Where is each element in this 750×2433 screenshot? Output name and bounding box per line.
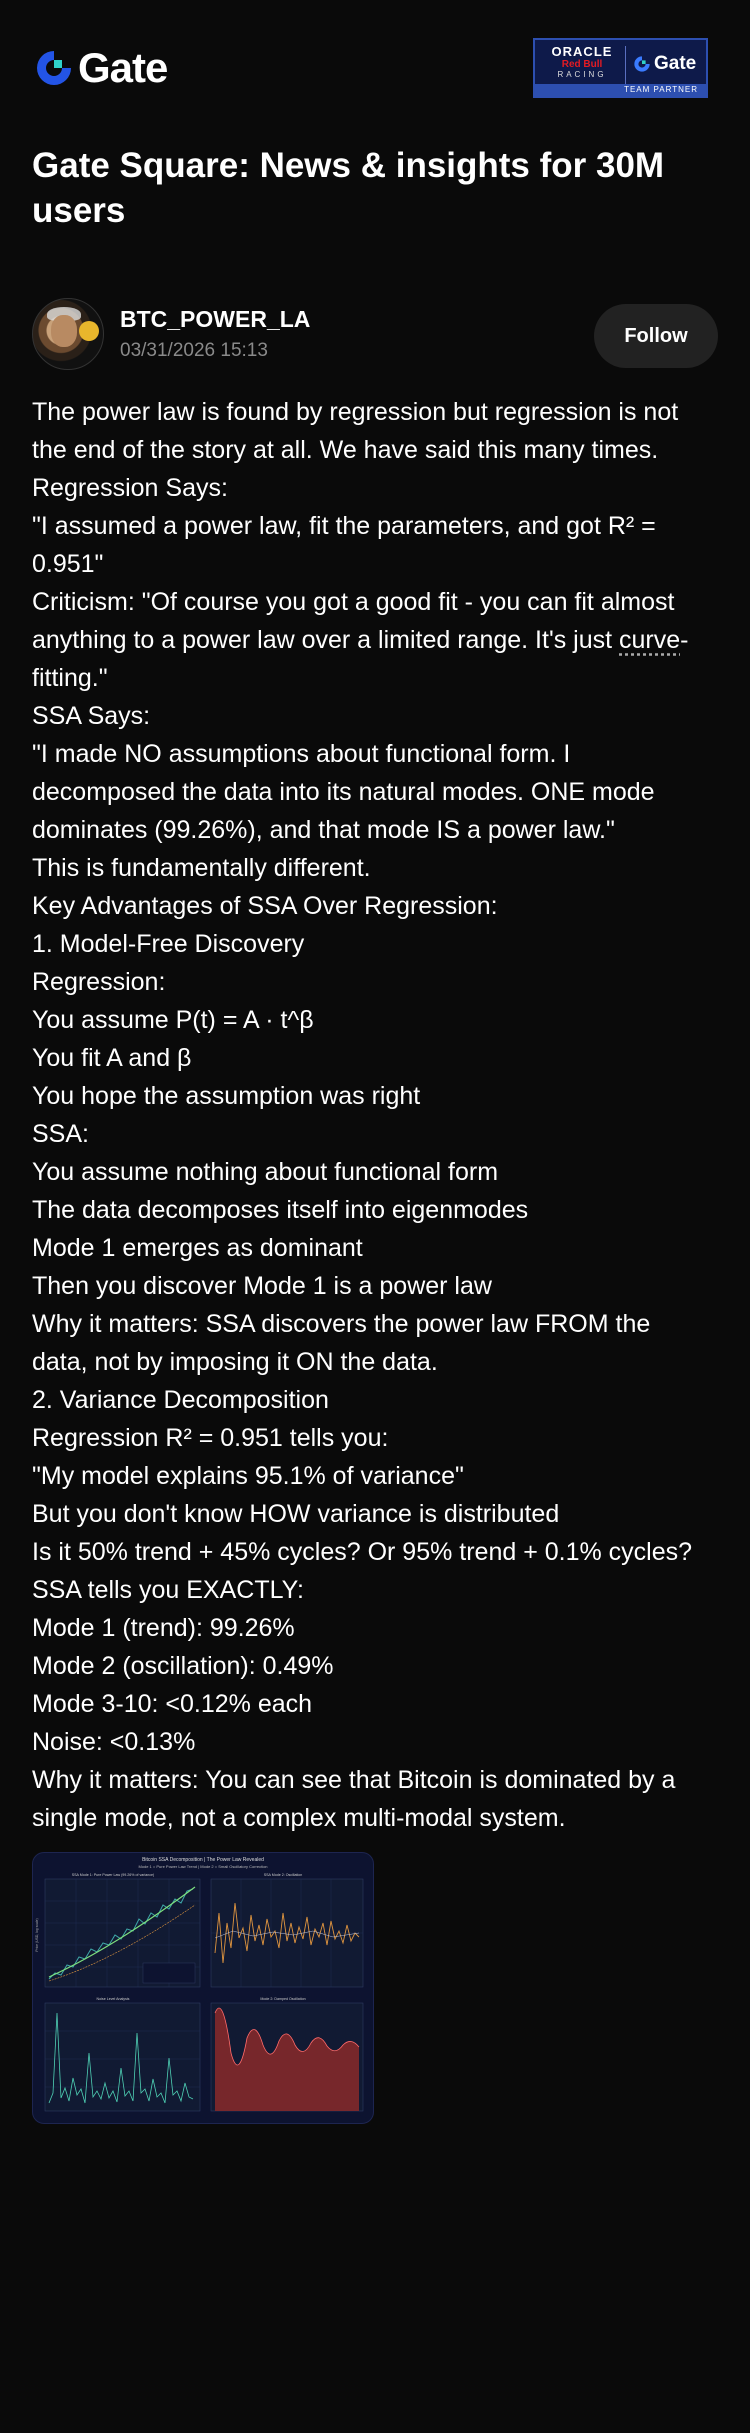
post-line: Noise: <0.13% [32, 1728, 196, 1756]
gate-logo-text: Gate [78, 44, 168, 91]
panel-power-law [35, 1873, 200, 1987]
highlighted-term[interactable]: curve [619, 626, 681, 654]
post-line: Mode 1 emerges as dominant [32, 1234, 363, 1262]
post-body [32, 393, 718, 1837]
chart-subtitle: Mode 1 = Pure Power Law Trend | Mode 2 = Small Oscillatory Correction [138, 1864, 268, 1869]
author-name[interactable]: BTC_POWER_LA [120, 306, 311, 332]
post-line: SSA Says: [32, 702, 151, 730]
post-line: the end of the story at all. We have said this many times. [32, 436, 659, 464]
panel-1-title: SSA Mode 1: Pure Power Law (99.26% of variance) [71, 1873, 155, 1877]
post-line: Why it matters: SSA discovers the power law FROM the [32, 1310, 651, 1338]
post-line: 2. Variance Decomposition [32, 1386, 329, 1414]
post-line: Regression Says: [32, 474, 228, 502]
badge-gate-text: Gate [654, 53, 697, 74]
post-line: Mode 3-10: <0.12% each [32, 1690, 313, 1718]
page-title: Gate Square: News & insights for 30M users [32, 146, 665, 230]
post-line: Why it matters: You can see that Bitcoin is dominated by a [32, 1766, 676, 1794]
post-line: Is it 50% trend + 45% cycles? Or 95% trend + 0.1% cycles? [32, 1538, 693, 1566]
post-line: anything to a power law over a limited range. It's just curve- [32, 626, 689, 654]
team-partner-text: TEAM PARTNER [535, 84, 706, 96]
redbull-text: Red Bull [561, 59, 603, 70]
avatar[interactable] [32, 298, 104, 370]
post-line: Mode 1 (trend): 99.26% [32, 1614, 295, 1642]
post-line: Regression: [32, 968, 166, 996]
post-line: But you don't know HOW variance is distributed [32, 1500, 560, 1528]
post-line: You fit A and β [32, 1044, 192, 1072]
post-line: Mode 2 (oscillation): 0.49% [32, 1652, 334, 1680]
post-line: This is fundamentally different. [32, 854, 371, 882]
gate-logo[interactable] [34, 44, 167, 92]
post-timestamp: 03/31/2026 15:13 [120, 340, 268, 361]
oracle-redbull-logo [543, 44, 621, 79]
post-line: Then you discover Mode 1 is a power law [32, 1272, 492, 1300]
post-line: The data decomposes itself into eigenmodes [32, 1196, 529, 1224]
panel-4-title: Mode 2: Damped Oscillation [260, 1997, 306, 2001]
post-line: Regression R² = 0.951 tells you: [32, 1424, 389, 1452]
post-line: 1. Model-Free Discovery [32, 930, 305, 958]
panel-mode-2 [211, 1873, 363, 1987]
panel-2-title: SSA Mode 2: Oscillation [263, 1873, 303, 1877]
gate-logo-icon [34, 48, 74, 88]
panel-damped [211, 1997, 363, 2111]
post-line: You assume P(t) = A · t^β [32, 1006, 314, 1034]
team-partner-badge[interactable] [533, 38, 708, 98]
oracle-text: ORACLE [551, 44, 613, 59]
follow-button[interactable]: Follow [594, 304, 718, 368]
post-line: You assume nothing about functional form [32, 1158, 499, 1186]
panel-noise [45, 1997, 200, 2111]
post-line: data, not by imposing it ON the data. [32, 1348, 438, 1376]
post-line: dominates (99.26%), and that mode IS a power law." [32, 816, 615, 844]
author-bar [32, 298, 718, 374]
post-line: fitting." [32, 664, 108, 692]
post-line: "I assumed a power law, fit the parameters, and got R² = [32, 512, 656, 540]
gate-logo-icon [633, 55, 651, 73]
racing-text: RACING [557, 70, 607, 79]
post-image-ssa-chart[interactable] [32, 1852, 374, 2124]
badge-gate-logo [633, 53, 696, 75]
site-header [0, 0, 750, 140]
post-line: SSA: [32, 1120, 89, 1148]
post-line: single mode, not a complex multi-modal system. [32, 1804, 566, 1832]
badge-divider [625, 46, 626, 84]
post-line: 0.951" [32, 550, 104, 578]
post-line: "I made NO assumptions about functional form. I [32, 740, 571, 768]
chart-title: Bitcoin SSA Decomposition | The Power Law Revealed [142, 1857, 264, 1863]
post-line: You hope the assumption was right [32, 1082, 421, 1110]
post-line: "My model explains 95.1% of variance" [32, 1462, 464, 1490]
ssa-chart-svg [33, 1853, 373, 2123]
panel-1-ylabel: Price (USD, log scale) [35, 1918, 39, 1952]
post-line: Key Advantages of SSA Over Regression: [32, 892, 498, 920]
post-line: The power law is found by regression but regression is not [32, 398, 679, 426]
panel-3-title: Noise Level Analysis [96, 1997, 130, 2001]
post-line: SSA tells you EXACTLY: [32, 1576, 304, 1604]
post-line: decomposed the data into its natural modes. ONE mode [32, 778, 655, 806]
post-line: Criticism: "Of course you got a good fit - you can fit almost [32, 588, 675, 616]
